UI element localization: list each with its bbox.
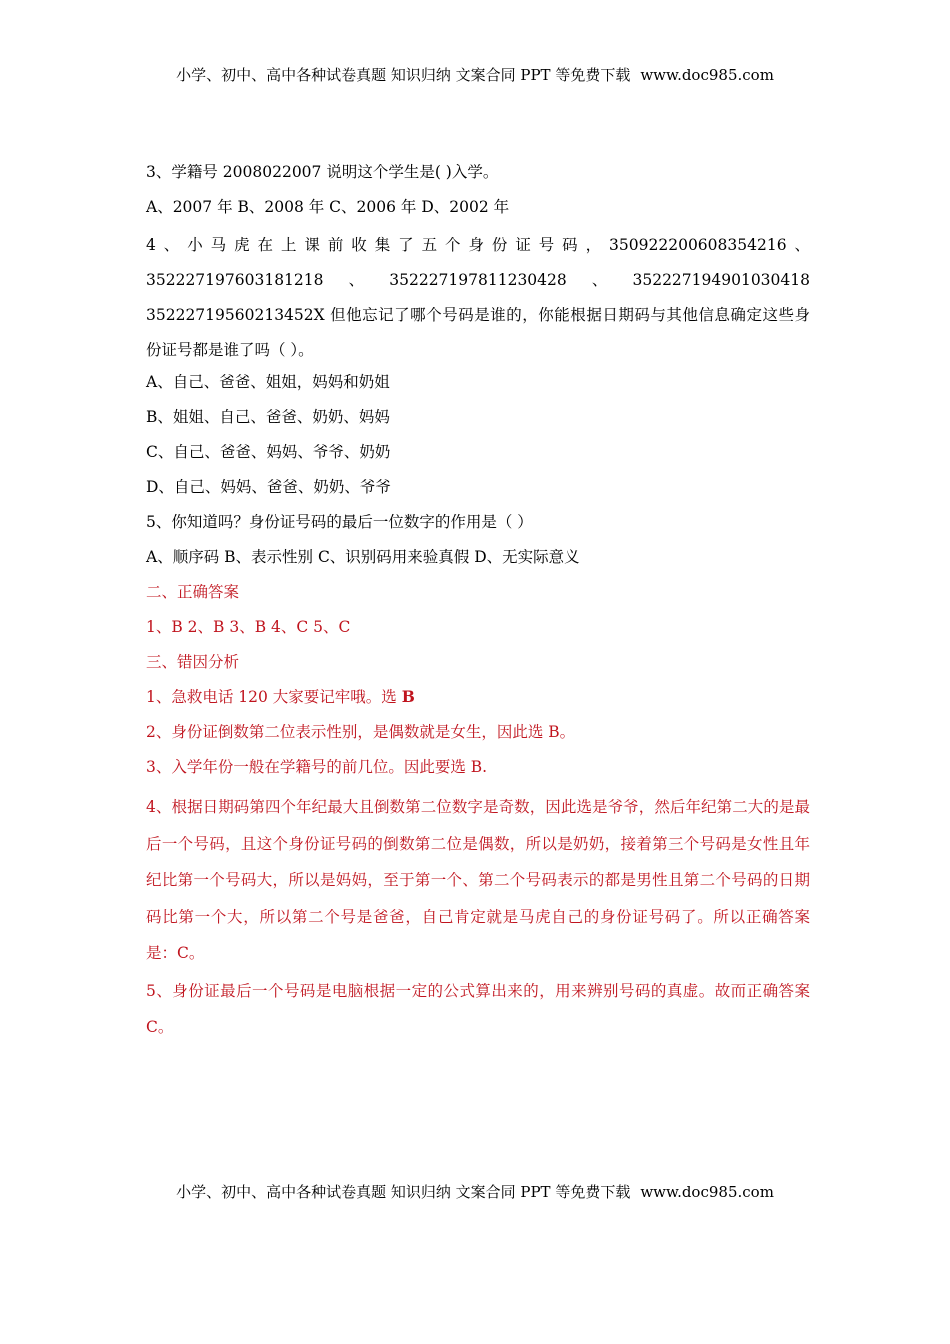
answers-heading: 二、正确答案 (146, 583, 240, 601)
question-5-stem: 5、你知道吗？身份证号码的最后一位数字的作用是（ ） (146, 513, 533, 531)
document-body (146, 158, 810, 1046)
question-4-option-d: D、自己、妈妈、爸爸、奶奶、爷爷 (146, 478, 391, 496)
analysis-item-2: 2、身份证倒数第二位表示性别，是偶数就是女生，因此选 B。 (146, 723, 576, 741)
question-3-stem: 3、学籍号 2008022007 说明这个学生是( )入学。 (146, 163, 499, 181)
page-footer (0, 1181, 950, 1202)
analysis-item-5: 5、身份证最后一个号码是电脑根据一定的公式算出来的，用来辨别号码的真虚。故而正确答案 C。 (146, 981, 810, 1036)
analysis-item-4: 4、根据日期码第四个年纪最大且倒数第二位数字是奇数，因此选是爷爷，然后年纪第二大的是最后一个号码，且这个身份证号码的倒数第二位是偶数，所以是奶奶，接着第三个号码是女性且年纪比第一个号码大，所以是妈妈，至于第一个、第二个号码表示的都是男性且第二个号码的日期码比第一个大，所以第二个号是爸爸，自己肯定就是马虎自己的身份证号码了。所以正确答案是：C。 (146, 798, 810, 962)
header-text: 小学、初中、高中各种试卷真题 知识归纳 文案合同 PPT 等免费下载 (176, 66, 631, 84)
analysis-heading: 三、错因分析 (146, 653, 240, 671)
analysis-item-3: 3、入学年份一般在学籍号的前几位。因此要选 B. (146, 758, 488, 776)
footer-url[interactable]: www.doc985.com (640, 1183, 774, 1201)
question-4-option-c: C、自己、爸爸、妈妈、爷爷、奶奶 (146, 443, 391, 461)
question-4-stem: 4、小马虎在上课前收集了五个身份证号码，350922200608354216、352227197603181218、352227197811230428、352227194901030418 35222719560213452X 但他忘记了哪个号码是谁的，你能根据日期码与其他信息确定这些身份证号都是谁了吗（ ）。 (146, 236, 810, 359)
analysis-item-1-answer: B (401, 687, 415, 706)
answers-line: 1、B 2、B 3、B 4、C 5、C (146, 618, 351, 636)
header-url[interactable]: www.doc985.com (640, 66, 774, 84)
question-4-option-b: B、姐姐、自己、爸爸、奶奶、妈妈 (146, 408, 390, 426)
question-4-option-a: A、自己、爸爸、姐姐，妈妈和奶姐 (146, 373, 390, 391)
analysis-item-1-text: 1、急救电话 120 大家要记牢哦。选 (146, 688, 402, 706)
question-3-options: A、2007 年 B、2008 年 C、2006 年 D、2002 年 (146, 198, 510, 216)
analysis-item-1 (146, 683, 810, 718)
footer-text: 小学、初中、高中各种试卷真题 知识归纳 文案合同 PPT 等免费下载 (176, 1183, 631, 1201)
question-5-options: A、顺序码 B、表示性别 C、识别码用来验真假 D、无实际意义 (146, 548, 580, 566)
page-header (0, 64, 950, 85)
